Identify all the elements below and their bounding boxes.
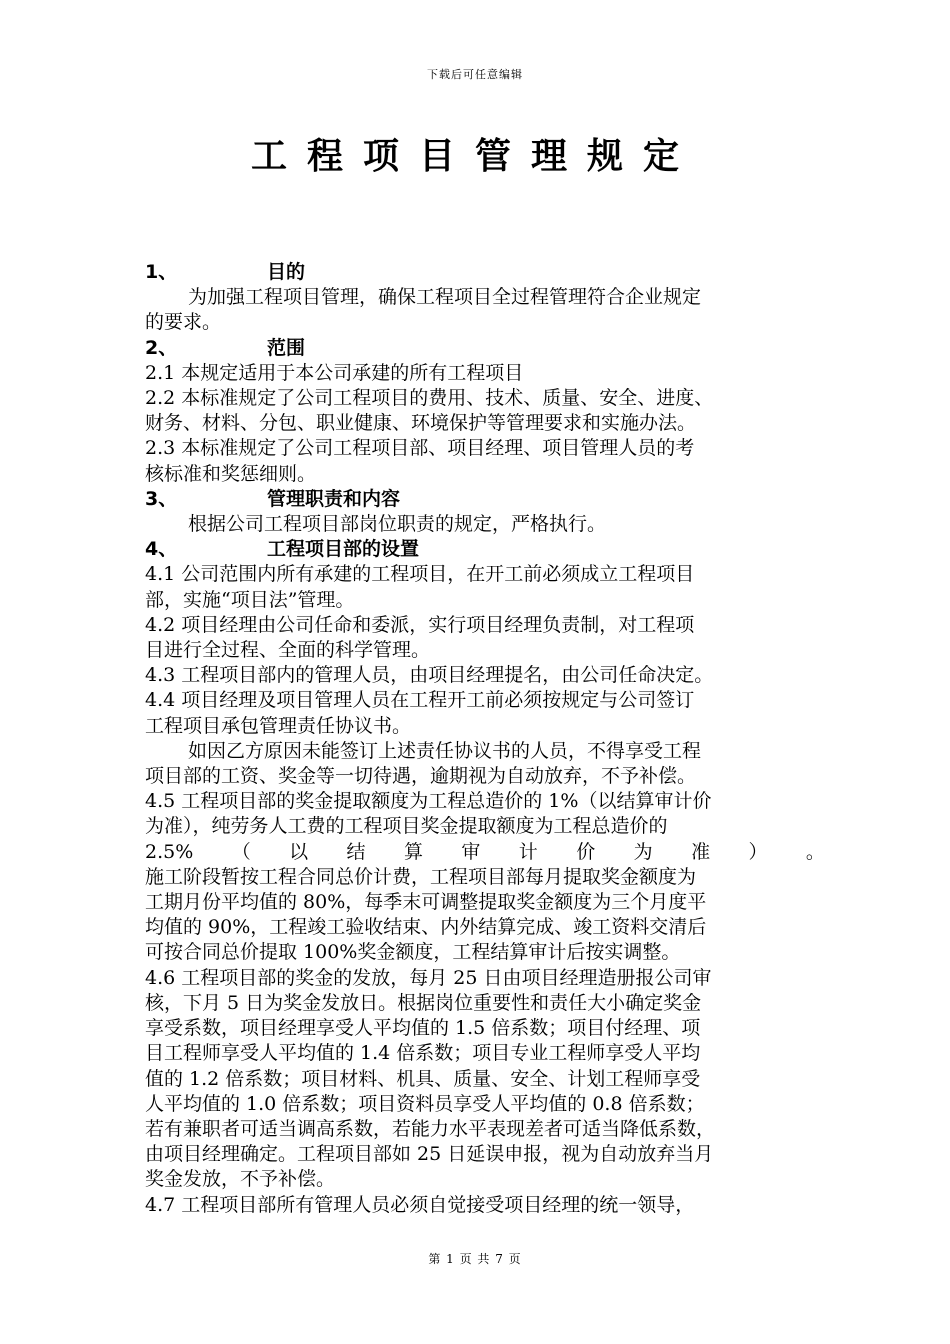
section-title: 工程项目部的设置: [267, 538, 420, 561]
paragraph-line: 4.1 公司范围内所有承建的工程项目，在开工前必须成立工程项目: [145, 563, 695, 586]
spread-token: 结: [346, 840, 366, 863]
paragraph-line: 根据公司工程项目部岗位职责的规定，严格执行。: [188, 513, 607, 536]
paragraph-line: 目进行全过程、全面的科学管理。: [145, 639, 431, 662]
paragraph-line: 若有兼职者可适当调高系数，若能力水平表现差者可适当降低系数，: [145, 1117, 716, 1140]
paragraph-line: 4.4 项目经理及项目管理人员在工程开工前必须按规定与公司签订: [145, 689, 695, 712]
paragraph-line: 为准），纯劳务人工费的工程项目奖金提取额度为工程总造价的: [145, 815, 668, 838]
spread-token: 。: [805, 840, 825, 863]
paragraph-line: 均值的 90%，工程竣工验收结束、内外结算完成、竣工资料交清后: [145, 916, 707, 939]
spread-token: 审: [461, 840, 481, 863]
document-title: 工程项目管理规定: [250, 136, 699, 177]
paragraph-line: 目工程师享受人平均值的 1.4 倍系数；项目专业工程师享受人平均: [145, 1042, 701, 1065]
paragraph-line: 核标准和奖惩细则。: [145, 462, 317, 485]
paragraph-line: 为加强工程项目管理，确保工程项目全过程管理符合企业规定: [188, 286, 702, 309]
paragraph-line: 施工阶段暂按工程合同总价计费，工程项目部每月提取奖金额度为: [145, 865, 697, 888]
paragraph-line: 4.6 工程项目部的奖金的发放，每月 25 日由项目经理造册报公司审: [145, 966, 712, 989]
paragraph-line: 项目部的工资、奖金等一切待遇，逾期视为自动放弃，不予补偿。: [145, 765, 697, 788]
paragraph-line: 值的 1.2 倍系数；项目材料、机具、质量、安全、计划工程师享受: [145, 1067, 701, 1090]
section-title: 管理职责和内容: [267, 487, 401, 510]
section-title: 范围: [267, 336, 306, 359]
paragraph-line: 的要求。: [145, 311, 222, 334]
paragraph-line: 核，下月 5 日为奖金发放日。根据岗位重要性和责任大小确定奖金: [145, 991, 702, 1014]
paragraph-line: 如因乙方原因未能签订上述责任协议书的人员，不得享受工程: [188, 739, 702, 762]
section-title: 目的: [267, 261, 306, 283]
paragraph-line: 人平均值的 1.0 倍系数；项目资料员享受人平均值的 0.8 倍系数；: [145, 1092, 705, 1115]
paragraph-line: 工程项目承包管理责任协议书。: [145, 714, 412, 737]
paragraph-line: 4.2 项目经理由公司任命和委派，实行项目经理负责制，对工程项: [145, 613, 695, 636]
spread-token: ）: [748, 840, 768, 863]
spread-token: （: [231, 840, 251, 863]
paragraph-line: 享受系数，项目经理享受人平均值的 1.5 倍系数；项目付经理、项: [145, 1017, 701, 1040]
section-heading: [145, 487, 825, 512]
paragraph-line: 2.1 本规定适用于本公司承建的所有工程项目: [145, 361, 524, 384]
spread-token: 以: [289, 840, 309, 863]
paragraph-line: 4.5 工程项目部的奖金提取额度为工程总造价的 1%（以结算审计价: [145, 790, 712, 813]
section-number: 3、: [145, 487, 178, 510]
document-body: [145, 260, 825, 1218]
paragraph-line: 可按合同总价提取 100%奖金额度，工程结算审计后按实调整。: [145, 941, 681, 964]
section-number: 2、: [145, 336, 178, 359]
spread-token: 2.5%: [145, 840, 194, 863]
spread-token: 准: [691, 840, 711, 863]
paragraph-line: 由项目经理确定。工程项目部如 25 日延误申报，视为自动放弃当月: [145, 1143, 714, 1166]
paragraph-line: 奖金发放，不予补偿。: [145, 1168, 336, 1191]
page-footer: 第 1 页 共 7 页: [428, 1252, 522, 1266]
page-header-note: 下载后可任意编辑: [427, 68, 523, 81]
paragraph-line: 4.7 工程项目部所有管理人员必须自觉接受项目经理的统一领导，: [145, 1193, 695, 1216]
spread-token: 算: [403, 840, 423, 863]
section-heading: [145, 260, 825, 285]
paragraph-line: 部，实施“项目法”管理。: [145, 588, 355, 611]
paragraph-line: 2.2 本标准规定了公司工程项目的费用、技术、质量、安全、进度、: [145, 387, 714, 410]
paragraph-line: 财务、材料、分包、职业健康、环境保护等管理要求和实施办法。: [145, 412, 697, 435]
section-number: 1、: [145, 261, 178, 283]
section-heading: [145, 336, 825, 361]
spread-token: 计: [518, 840, 538, 863]
paragraph-line: 2.3 本标准规定了公司工程项目部、项目经理、项目管理人员的考: [145, 437, 695, 460]
paragraph-line: [145, 840, 825, 865]
spread-token: 为: [633, 840, 653, 863]
section-number: 4、: [145, 538, 178, 561]
paragraph-line: 工期月份平均值的 80%，每季末可调整提取奖金额度为三个月度平: [145, 891, 707, 914]
section-heading: [145, 537, 825, 562]
paragraph-line: 4.3 工程项目部内的管理人员，由项目经理提名，由公司任命决定。: [145, 664, 714, 687]
spread-token: 价: [576, 840, 596, 863]
